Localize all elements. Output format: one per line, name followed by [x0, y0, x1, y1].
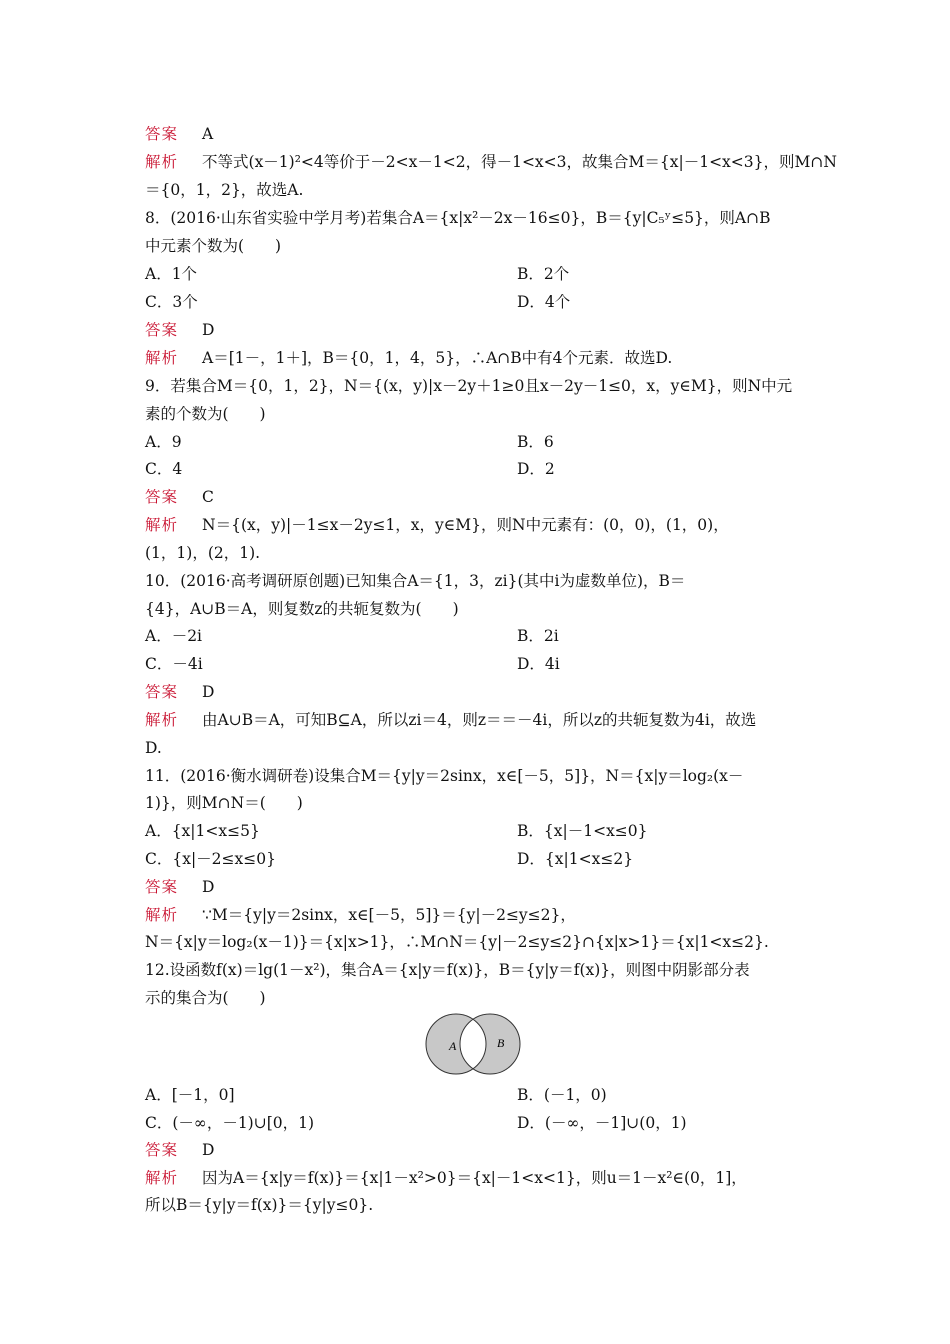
answer-value: C	[202, 488, 214, 506]
analysis-text: 因为A＝{x|y＝f(x)}＝{x|1－x²>0}＝{x|－1<x<1}，则u＝1－x²∈(0，1]，	[202, 1169, 747, 1187]
question-stem: 示的集合为( )	[145, 989, 266, 1007]
analysis-line	[145, 348, 672, 368]
option-c: C．(－∞，－1)∪[0，1)	[145, 1114, 315, 1132]
question-stem: 9．若集合M＝{0，1，2}，N＝{(x，y)|x－2y＋1≥0且x－2y－1≤0，x，y∈M}，则N中元	[145, 377, 793, 395]
question-stem: 中元素个数为( )	[145, 237, 282, 255]
venn-label-a: A	[449, 1039, 457, 1053]
question-stem: 1)}，则M∩N＝( )	[145, 794, 303, 812]
answer-line	[145, 1140, 214, 1160]
option-c: C．4	[145, 460, 183, 478]
answer-line	[145, 877, 214, 897]
analysis-text: ∵M＝{y|y＝2sinx，x∈[－5，5]}＝{y|－2≤y≤2}，	[202, 906, 576, 924]
option-b: B．6	[517, 433, 554, 451]
option-d: D．4个	[517, 293, 571, 311]
option-a: A．1个	[145, 265, 198, 283]
analysis-text: (1，1)，(2，1).	[145, 544, 261, 562]
answer-line	[145, 487, 214, 507]
option-b: B．(－1，0)	[517, 1086, 607, 1104]
answer-label: 答案	[145, 878, 179, 896]
option-c: C．{x|－2≤x≤0}	[145, 850, 276, 868]
option-c: C．3个	[145, 293, 198, 311]
option-b: B．2i	[517, 627, 559, 645]
question-stem: {4}，A∪B＝A，则复数z的共轭复数为( )	[145, 600, 459, 618]
analysis-text: 不等式(x－1)²<4等价于－2<x－1<2，得－1<x<3，故集合M＝{x|－1<x<3}，则M∩N	[202, 153, 837, 171]
analysis-label: 解析	[145, 906, 179, 924]
answer-value: D	[202, 878, 215, 896]
option-a: A．9	[145, 433, 182, 451]
answer-value: D	[202, 1141, 215, 1159]
answer-value: A	[202, 125, 214, 143]
venn-label-b: B	[497, 1036, 505, 1050]
analysis-label: 解析	[145, 153, 179, 171]
answer-label: 答案	[145, 683, 179, 701]
venn-diagram	[425, 1012, 525, 1076]
option-d: D．(－∞，－1]∪(0，1)	[517, 1114, 687, 1132]
analysis-text: 由A∪B＝A，可知B⊆A，所以zi＝4，则z＝＝－4i，所以z的共轭复数为4i，故选	[202, 711, 757, 729]
option-a: A．[－1，0]	[145, 1086, 235, 1104]
answer-label: 答案	[145, 125, 179, 143]
question-stem: 10．(2016·高考调研原创题)已知集合A＝{1，3，zi}(其中i为虚数单位)，B＝	[145, 572, 686, 590]
answer-label: 答案	[145, 321, 179, 339]
analysis-text: N＝{(x，y)|－1≤x－2y≤1，x，y∈M}，则N中元素有：(0，0)，(1，0)，	[202, 516, 729, 534]
analysis-label: 解析	[145, 711, 179, 729]
option-d: D．2	[517, 460, 555, 478]
option-a: A．{x|1<x≤5}	[145, 822, 260, 840]
answer-line	[145, 124, 213, 144]
analysis-text: A＝[1－，1＋]，B＝{0，1，4，5}，∴A∩B中有4个元素．故选D.	[202, 349, 673, 367]
question-stem: 11．(2016·衡水调研卷)设集合M＝{y|y＝2sinx，x∈[－5，5]}，N＝{x|y＝log₂(x－	[145, 767, 744, 785]
answer-value: D	[202, 321, 215, 339]
question-stem: 12.设函数f(x)＝lg(1－x²)，集合A＝{x|y＝f(x)}，B＝{y|y＝f(x)}，则图中阴影部分表	[145, 961, 750, 979]
question-stem: 素的个数为( )	[145, 405, 266, 423]
analysis-label: 解析	[145, 516, 179, 534]
option-c: C．－4i	[145, 655, 203, 673]
analysis-text: D.	[145, 739, 162, 757]
answer-line	[145, 320, 214, 340]
analysis-label: 解析	[145, 1169, 179, 1187]
analysis-line	[145, 1168, 747, 1188]
answer-line	[145, 682, 214, 702]
analysis-text: ＝{0，1，2}，故选A.	[145, 181, 304, 199]
analysis-line	[145, 152, 837, 172]
analysis-line	[145, 710, 756, 730]
option-d: D．4i	[517, 655, 560, 673]
analysis-text: 所以B＝{y|y＝f(x)}＝{y|y≤0}.	[145, 1196, 374, 1214]
answer-label: 答案	[145, 488, 179, 506]
analysis-line	[145, 905, 576, 925]
option-d: D．{x|1<x≤2}	[517, 850, 634, 868]
question-stem: 8．(2016·山东省实验中学月考)若集合A＝{x|x²－2x－16≤0}，B＝{y|C₅ʸ≤5}，则A∩B	[145, 209, 771, 227]
option-b: B．{x|－1<x≤0}	[517, 822, 648, 840]
answer-label: 答案	[145, 1141, 179, 1159]
analysis-label: 解析	[145, 349, 179, 367]
analysis-text: N＝{x|y＝log₂(x－1)}＝{x|x>1}，∴M∩N＝{y|－2≤y≤2}∩{x|x>1}＝{x|1<x≤2}.	[145, 933, 769, 951]
analysis-line	[145, 515, 729, 535]
answer-value: D	[202, 683, 215, 701]
option-b: B．2个	[517, 265, 570, 283]
option-a: A．－2i	[145, 627, 203, 645]
